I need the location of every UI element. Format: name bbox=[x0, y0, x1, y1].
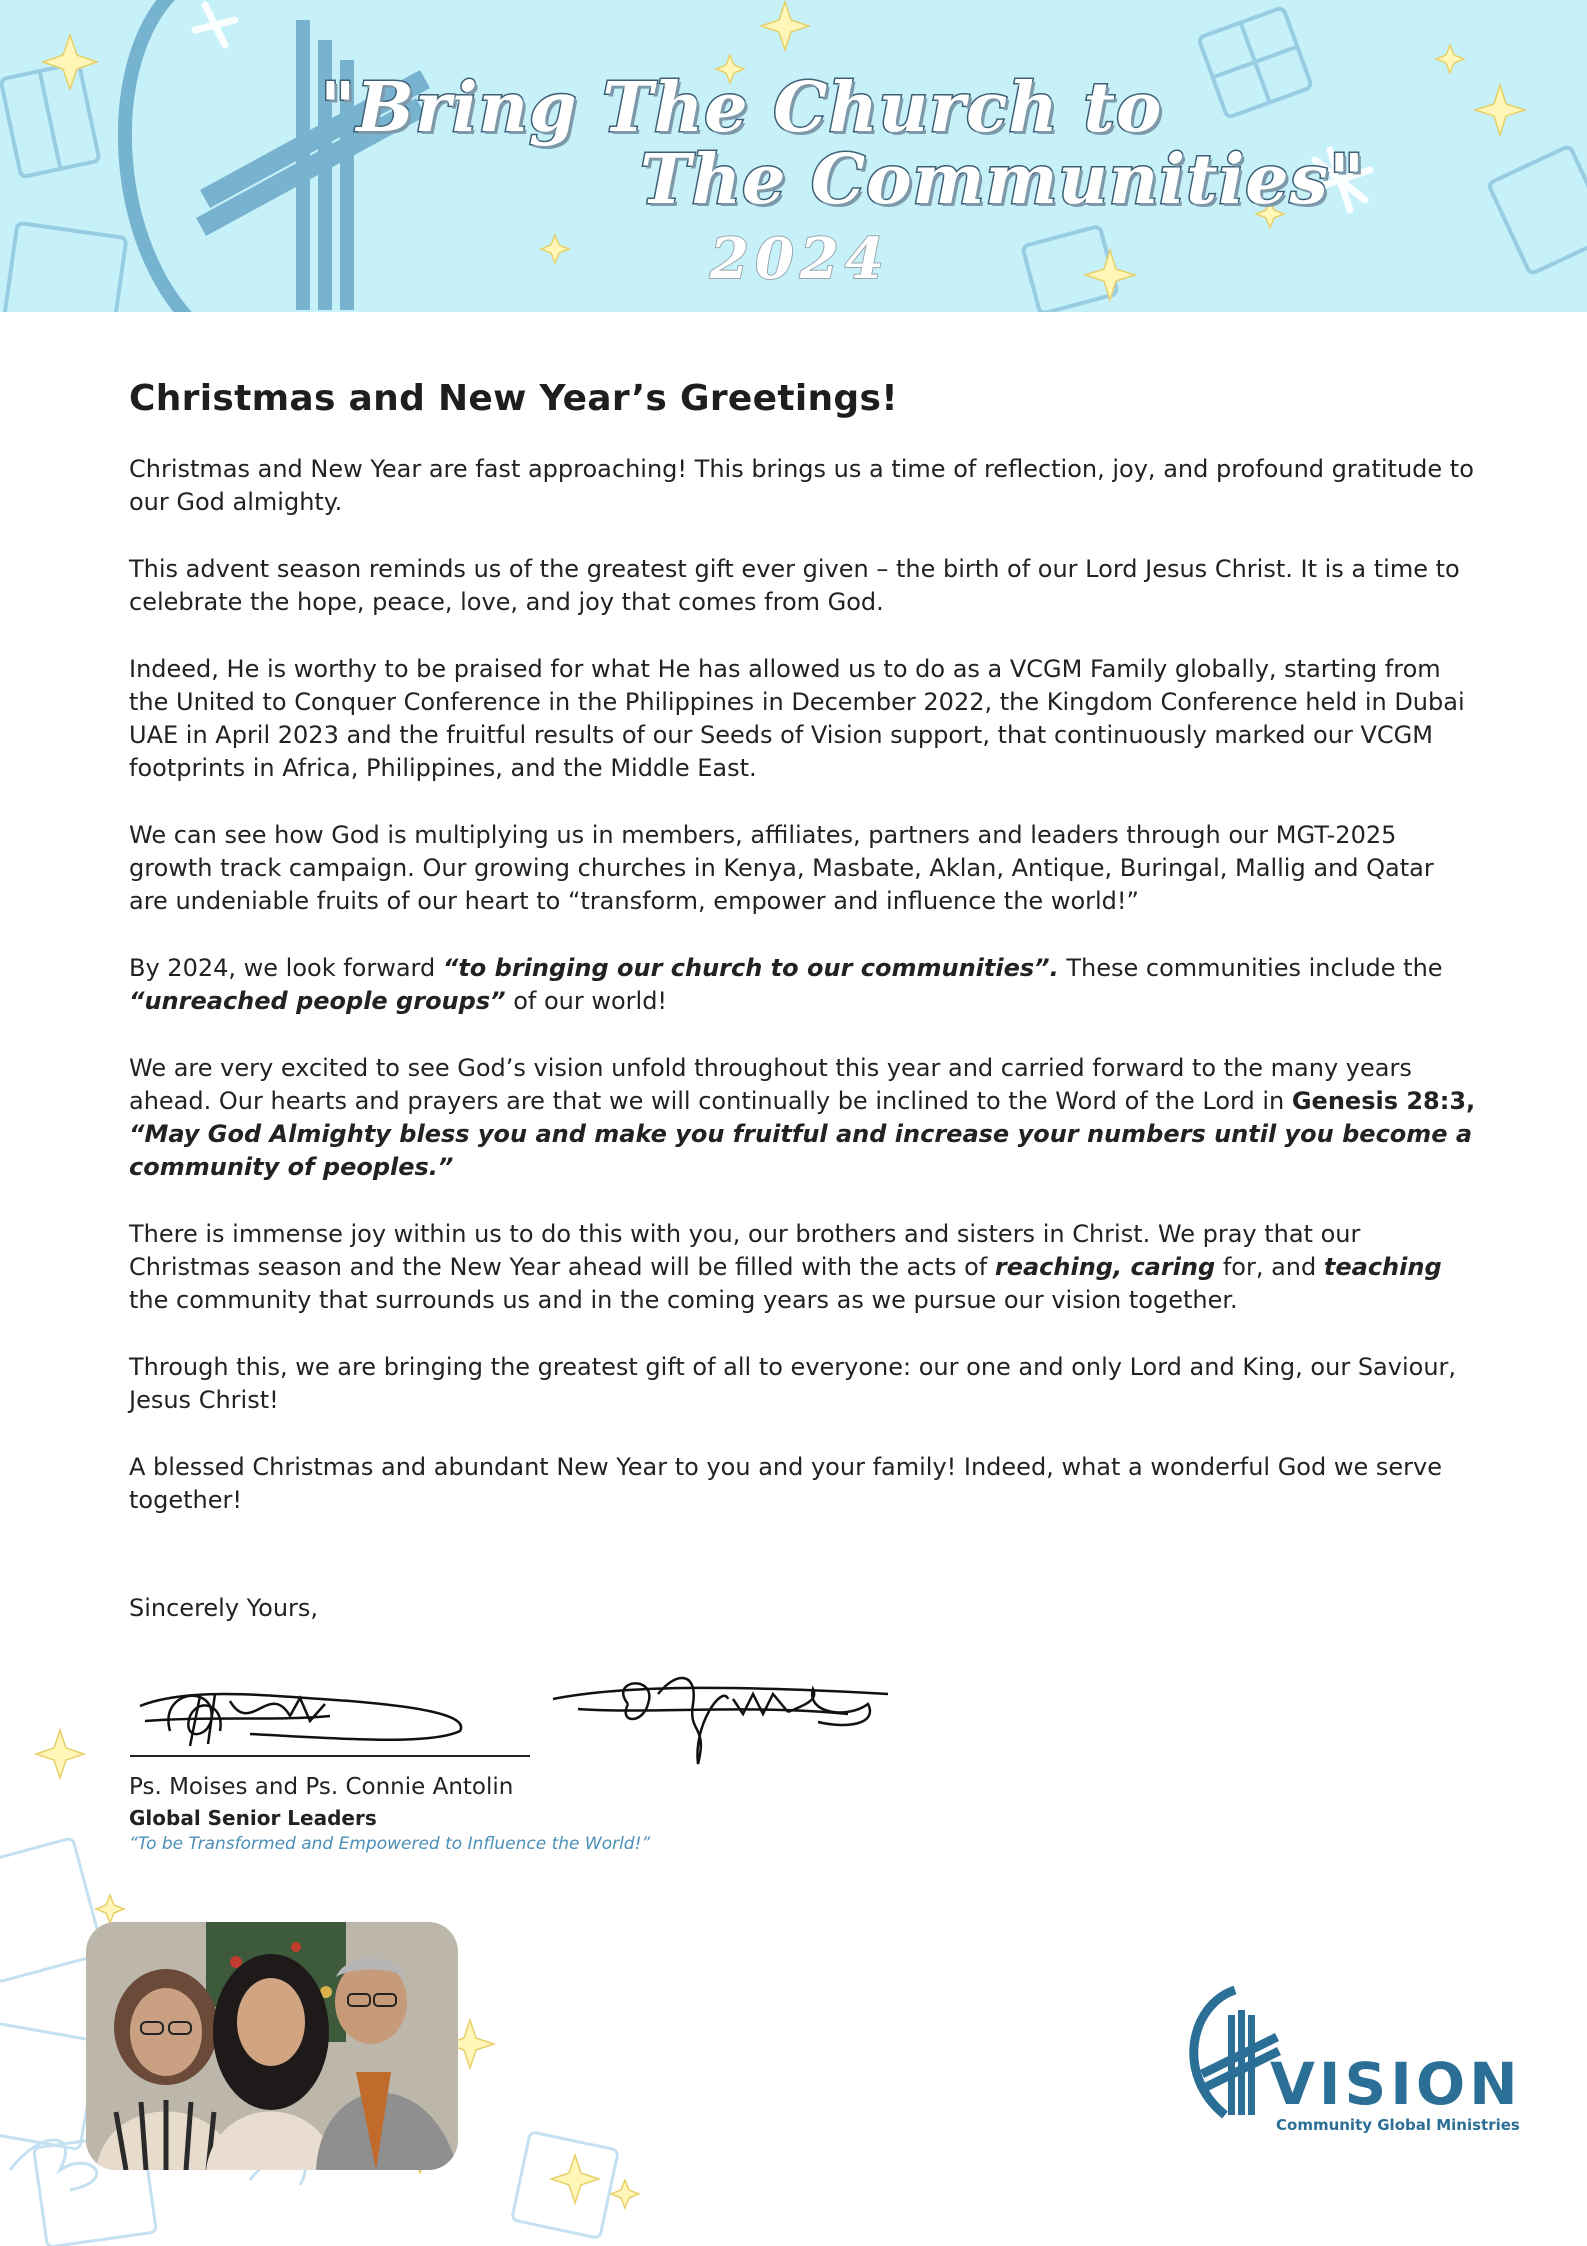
banner-title-line1: "Bring The Church to bbox=[320, 68, 1163, 148]
paragraph-5 bbox=[129, 952, 1479, 1018]
letter-body bbox=[129, 378, 1479, 1551]
p5-text-c: These communities include the bbox=[1058, 954, 1443, 982]
paragraph-2: This advent season reminds us of the greatest gift ever given – the birth of our Lord Jesus Christ. It is a time to celebrate the hope, peace, love, and joy that comes from God. bbox=[129, 555, 1460, 616]
p7-text-a: There is immense joy within us to do this with you, our brothers and sisters in Christ. We pray that our Christmas season and the New Year ahead will be filled with the acts of bbox=[129, 1220, 1361, 1281]
leaders-photo bbox=[86, 1922, 458, 2170]
signature-connie bbox=[548, 1664, 908, 1774]
header-banner bbox=[0, 0, 1587, 312]
p5-text-a: By 2024, we look forward bbox=[129, 954, 443, 982]
banner-year: 2024 bbox=[710, 226, 890, 292]
signer-role: Global Senior Leaders bbox=[129, 1806, 377, 1830]
paragraph-4: We can see how God is multiplying us in members, affiliates, partners and leaders through our MGT-2025 growth track campaign. Our growing churches in Kenya, Masbate, Aklan, Antique, Buringal, Mallig and Qatar are undeniable fruits of our heart to “transform, empower and influence the world!” bbox=[129, 821, 1434, 915]
p6-verse-ref: Genesis 28:3, bbox=[1291, 1087, 1476, 1115]
banner-title-line2: The Communities" bbox=[640, 140, 1366, 220]
p7-emphasis-reaching: reaching, caring bbox=[994, 1253, 1216, 1281]
paragraph-7 bbox=[129, 1218, 1479, 1317]
p7-text-e: the community that surrounds us and in the coming years as we pursue our vision together. bbox=[129, 1286, 1238, 1314]
paragraph-3: Indeed, He is worthy to be praised for what He has allowed us to do as a VCGM Family globally, starting from the United to Conquer Conference in the Philippines in December 2022, the Kingdom Conference held in Dubai UAE in April 2023 and the fruitful results of our Seeds of Vision support, that continuously marked our VCGM footprints in Africa, Philippines, and the Middle East. bbox=[129, 655, 1465, 782]
logo-wordmark: VISION bbox=[1270, 2050, 1522, 2118]
signer-motto: “To be Transformed and Empowered to Influence the World!” bbox=[129, 1834, 651, 1854]
signer-names: Ps. Moises and Ps. Connie Antolin bbox=[129, 1774, 514, 1800]
signature-moises bbox=[130, 1676, 490, 1756]
paragraph-1: Christmas and New Year are fast approaching! This brings us a time of reflection, joy, and profound gratitude to our God almighty. bbox=[129, 455, 1474, 516]
signature-underline bbox=[130, 1755, 530, 1757]
p7-text-c: for, and bbox=[1215, 1253, 1324, 1281]
letter-heading: Christmas and New Year’s Greetings! bbox=[129, 378, 898, 419]
p6-text-a: We are very excited to see God’s vision unfold throughout this year and carried forward to the many years ahead. Our hearts and prayers are that we will continually be inclined to the Word of the Lord in bbox=[129, 1054, 1412, 1115]
p5-text-e: of our world! bbox=[505, 987, 668, 1015]
p7-emphasis-teaching: teaching bbox=[1323, 1253, 1442, 1281]
p6-verse-quote: “May God Almighty bless you and make you fruitful and increase your numbers until you become a community of peoples.” bbox=[129, 1120, 1473, 1181]
paragraph-8: Through this, we are bringing the greatest gift of all to everyone: our one and only Lord and King, our Saviour, Jesus Christ! bbox=[129, 1353, 1457, 1414]
closing-salutation: Sincerely Yours, bbox=[129, 1594, 319, 1622]
p5-emphasis-unreached: “unreached people groups” bbox=[129, 987, 506, 1015]
leaders-photo-illustration bbox=[86, 1922, 458, 2170]
logo-subtitle: Community Global Ministries bbox=[1276, 2116, 1520, 2134]
p5-emphasis-church: “to bringing our church to our communities”. bbox=[442, 954, 1059, 982]
paragraph-9: A blessed Christmas and abundant New Year to you and your family! Indeed, what a wonderful God we serve together! bbox=[129, 1453, 1442, 1514]
paragraph-6 bbox=[129, 1052, 1479, 1184]
